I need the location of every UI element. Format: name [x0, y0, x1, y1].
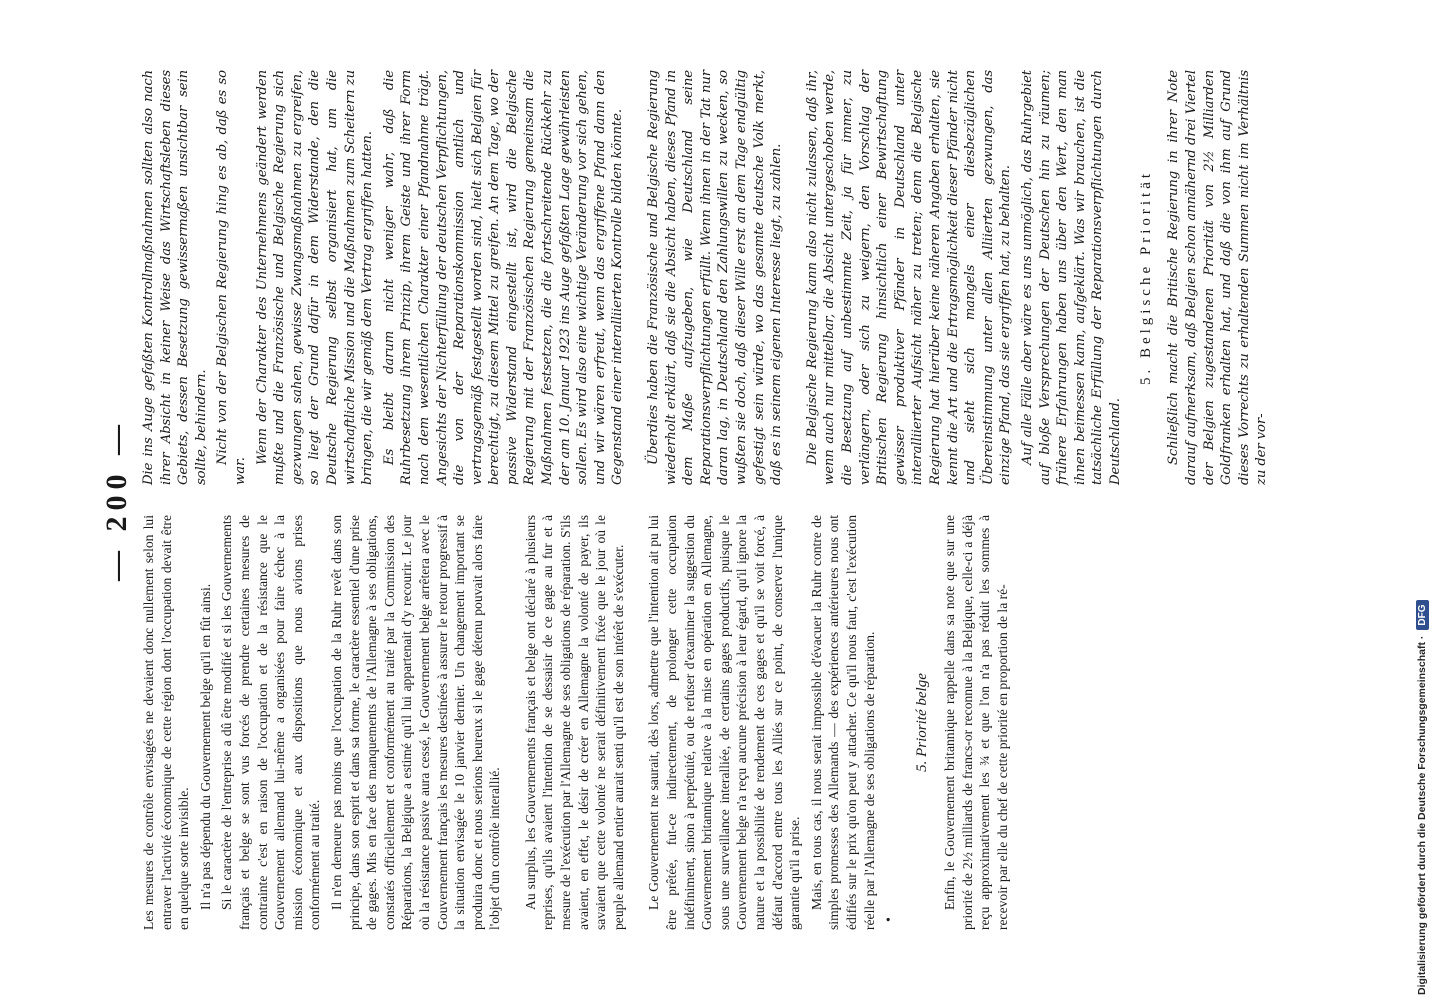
de-spacer-2: [790, 70, 804, 485]
text-columns: [140, 70, 1270, 930]
fr-paragraph-8: Enfin, le Gouvernement britannique rappelle dans sa note que sur une priorité de 2½ milliards de francs-or reconnue à la Belgique, celle-ci a déjà reçu approximativement les ¾ et que l'on n'a pas réduit les sommes à recevoir par elle du chef de cette priorité en proportion de la ré-: [942, 515, 1010, 930]
fr-paragraph-2: Il n'a pas dépendu du Gouvernement belge qu'il en fût ainsi.: [197, 583, 213, 910]
de-paragraph-2: Nicht von der Belgischen Regierung hing es ab, daß es so war.: [215, 70, 248, 485]
digitization-credit-line: [1412, 5, 1432, 995]
de-paragraph-4: Es bleibt darum nicht weniger wahr, daß die Ruhrbesetzung ihrem Prinzip, ihrem Geiste und ihrer Form nach dem wesentlichen Charakter einer Pfandnahme trägt. Angesichts der Nichterfüllung der deutschen Verpflichtungen, die von der Reparationskommission amtlich und vertragsgemäß festgestellt worden sind, hielt sich Belgien für berechtigt, zu diesem Mittel zu greifen. An dem Tage, wo der passive Widerstand eingestellt ist, wird die Belgische Regierung mit der Französischen Regierung gemeinsam die Maßnahmen festsetzen, die die fortschreitende Rückkehr zu der am 10. Januar 1923 ins Auge gefaßten Lage gewährleisten sollen. Es wird also eine wichtige Veränderung vor sich gehen, und wir wären erfreut, wenn das ergriffene Pfand dann den Gegenstand einer interalliierten Kontrolle bilden könnte.: [381, 70, 626, 485]
page-number: — 200 —: [100, 419, 133, 581]
fr-paragraph-6: Le Gouvernement ne saurait, dès lors, admettre que l'intention ait pu lui être prêtée, fut-ce indirectement, de prolonger cette occupation indéfiniment, sinon à perpétuité, ou de refuser d'examiner la suggestion du Gouvernement britannique relative à la mise en opération en Allemagne, sous une surveillance interalliée, de certains gages productifs, puisque le Gouvernement belge n'a reçu aucune précision à leur égard, qu'il ignore la nature et la possibilité de rendement de ces gages et qu'il se voit forcé, à défaut d'accord entre tous les Alliés sur ce point, de conserver l'unique garantie qu'il a prise.: [646, 515, 803, 930]
fr-paragraph-3: Si le caractère de l'entreprise a dû être modifié et si les Gouvernements français et belge se sont vus forcés de prendre certaines mesures de contrainte c'est en raison de l'occupation et de la résistance que le Gouvernement allemand lui-même a organisées pour faire échec à la mission économique et aux dispositions que nous avions prises conformément au traité.: [219, 515, 323, 930]
de-spacer-1: [631, 70, 645, 485]
digitization-credit: [1408, 0, 1434, 1000]
fr-spacer-1: [508, 515, 522, 930]
page-content: [90, 70, 1270, 930]
german-column: [140, 70, 1270, 485]
de-paragraph-1: Die ins Auge gefaßten Kontrollmaßnahmen sollten also nach ihrer Absicht in keiner Weise das Wirtschaftsleben dieses Gebiets, dessen Besetzung gewissermaßen unsichtbar sein sollte, behindern.: [141, 70, 209, 485]
de-paragraph-5: Überdies haben die Französische und Belgische Regierung wiederholt erklärt, daß sie die Absicht haben, dieses Pfand in dem Maße aufzugeben, wie Deutschland seine Reparationsverpflichtungen erfüllt. Wenn ihnen in der Tat nur daran lag, in Deutschland den Zahlungswillen zu wecken, so wußten sie doch, daß dieser Wille erst an dem Tage endgültig gefestigt sein würde, wo das gesamte deutsche Volk merkt, daß es in seinem eigenen Interesse liegt, zu zahlen.: [646, 70, 785, 485]
fr-paragraph-5: Au surplus, les Gouvernements français et belge ont déclaré à plusieurs reprises, qu'ils avaient l'intention de se dessaisir de ce gage au fur et à mesure de l'exécution par l'Allemagne de ses obligations de réparation. S'ils avaient, en effet, le désir de créer en Allemagne la volonté de payer, ils savaient que cette volonté ne serait définitivement fixée que le jour où le peuple allemand entier aurait senti qu'il est de son intérêt de s'exécuter.: [522, 515, 626, 930]
de-paragraph-6: Die Belgische Regierung kann also nicht zulassen, daß ihr, wenn auch nur mittelbar, die Absicht untergeschoben werde, die Besetzung auf unbestimmte Zeit, ja für immer, zu verlängern, oder sich zu weigern, den Vorschlag der Britischen Regierung hinsichtlich einer Bewirtschaftung gewisser produktiver Pfänder in Deutschland unter interalliierter Aufsicht näher zu treten; denn die Belgische Regierung hat hierüber keine näheren Angaben erhalten, sie kennt die Art und die Ertragsmöglichkeit dieser Pfänder nicht und sieht sich mangels einer diesbezüglichen Übereinstimmung unter allen Alliierten gezwungen, das einzige Pfand, das sie ergriffen hat, zu behalten.: [804, 70, 1014, 485]
fr-spacer-2: [631, 515, 645, 930]
digitization-credit-text: Digitalisierung gefördert durch die Deutsche Forschungsgemeinschaft ·: [1416, 635, 1428, 995]
de-section-heading: 5. Belgische Priorität: [1138, 169, 1155, 386]
french-column: [140, 515, 1210, 930]
de-paragraph-8: Schließlich macht die Britische Regierung in ihrer Note darauf aufmerksam, daß Belgien schon annähernd drei Viertel der Belgien zugestandenen Priorität von 2½ Milliarden Goldfranken erhalten hat, und daß die von ihm auf Grund dieses Vorrechts zu erhaltenden Summen nicht im Verhältnis zu der vor-: [1166, 70, 1270, 485]
dfg-logo: DFG: [1416, 601, 1429, 630]
bullet-mark: •: [882, 917, 898, 922]
fr-paragraph-4: Il n'en demeure pas moins que l'occupation de la Ruhr revêt dans son principe, dans son esprit et dans sa forme, le caractère essentiel d'une prise de gages. Mis en face des manquements de l'Allemagne à ses obligations, constatés officiellement et conformément au traité par la Commission des Réparations, la Belgique a estimé qu'il lui appartenait d'y recourir. Le jour où la résistance passive aura cessé, le Gouvernement belge arrêtera avec le Gouvernement français les mesures destinées à assurer le retour progressif à la situation envisagée le 10 janvier dernier. Un changement important se produira donc et nous serions heureux si le gage détenu pouvait alors faire l'objet d'un contrôle interallié.: [328, 515, 503, 930]
de-paragraph-7: Auf alle Fälle aber wäre es uns unmöglich, das Ruhrgebiet auf bloße Versprechungen der Deutschen hin zu räumen; frühere Erfahrungen haben uns über den Wert, den man ihnen beimessen kann, aufgeklärt. Was wir brauchen, ist die tatsächliche Erfüllung der Reparationsverpflichtungen durch Deutschland.: [1019, 70, 1123, 485]
fr-paragraph-1: Les mesures de contrôle envisagées ne devaient donc nullement selon lui entraver l'activité économique de cette région dont l'occupation devait être en quelque sorte invisible.: [141, 515, 192, 930]
fr-section-heading: 5. Priorité belge: [914, 673, 931, 772]
de-paragraph-3: Wenn der Charakter des Unternehmens geändert werden mußte und die Französische und Belgische Regierung sich gezwungen sahen, gewisse Zwangsmaßnahmen zu ergreifen, so liegt der Grund dafür in dem Widerstande, den die Deutsche Regierung selbst organisiert hat, um die wirtschaftliche Mission und die Maßnahmen zum Scheitern zu bringen, die wir gemäß dem Vertrag ergriffen hatten.: [254, 70, 376, 485]
fr-paragraph-7: Mais, en tous cas, il nous serait impossible d'évacuer la Ruhr contre de simples promesses des Allemands — des expériences antérieures nous ont édifiés sur le prix qu'on peut y attacher. Ce qu'il nous faut, c'est l'exécution réelle par l'Allemagne de ses obligations de réparation.: [808, 515, 877, 930]
